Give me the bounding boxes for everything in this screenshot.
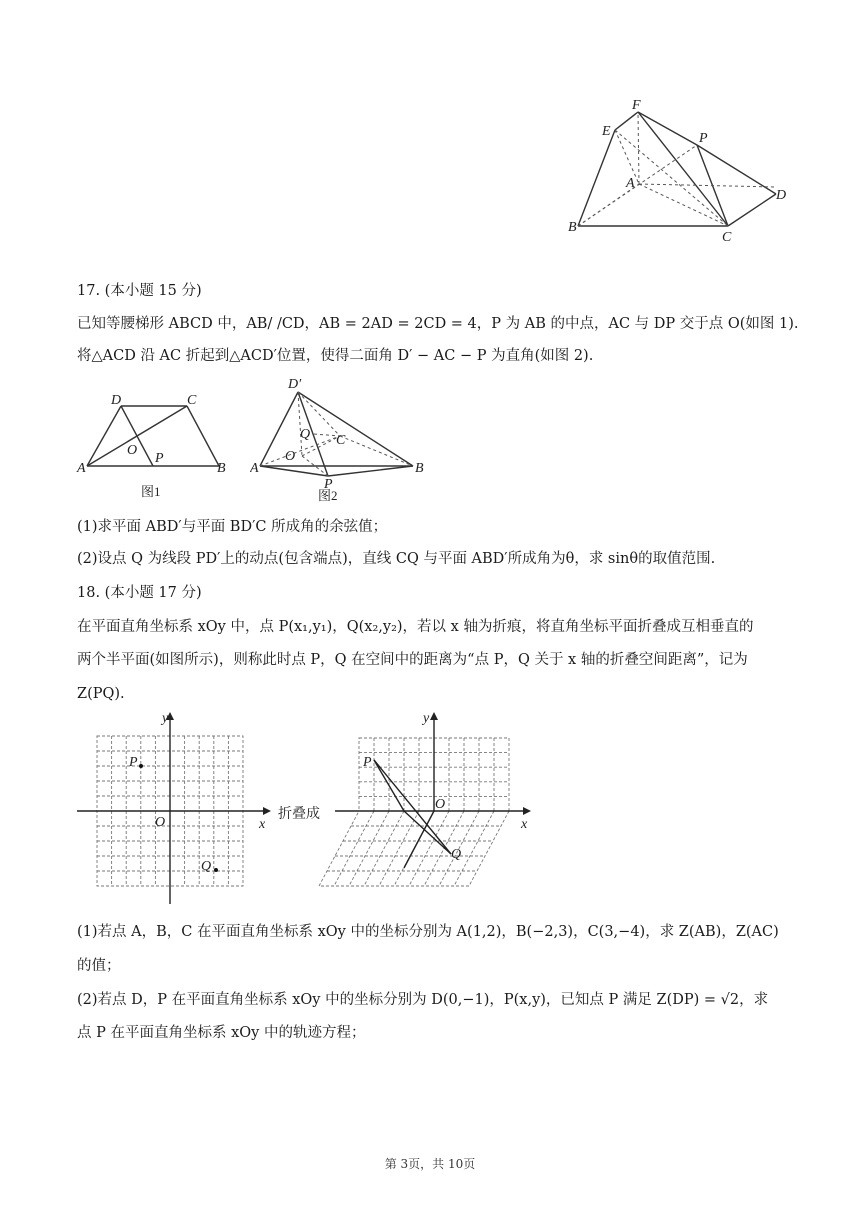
svg-text:D′: D′ (288, 377, 302, 392)
svg-text:y: y (423, 711, 430, 726)
svg-text:x: x (259, 817, 266, 832)
svg-text:A: A (77, 461, 86, 476)
svg-text:A: A (626, 176, 635, 191)
svg-text:C: C (722, 230, 732, 245)
svg-text:Q: Q (201, 859, 212, 874)
svg-text:D: D (776, 188, 787, 203)
svg-text:F: F (632, 98, 641, 113)
q17-part-1: (1)求平面 ABD′与平面 BD′C 所成角的余弦值； (77, 519, 388, 535)
svg-text:E: E (602, 124, 611, 139)
svg-text:P: P (363, 755, 372, 770)
svg-text:P: P (155, 451, 164, 466)
folding-coordinate-figure (75, 708, 555, 908)
svg-text:B: B (217, 461, 226, 476)
svg-text:B: B (415, 461, 424, 476)
svg-text:y: y (162, 711, 169, 726)
q18-heading: 18. (本小题 17 分) (77, 585, 202, 601)
svg-text:B: B (568, 220, 577, 235)
polyhedron-figure (560, 95, 800, 245)
svg-text:P: P (699, 131, 708, 146)
svg-text:C: C (336, 433, 346, 448)
svg-text:A: A (250, 461, 259, 476)
svg-text:O: O (285, 449, 296, 464)
q18-line-2: 两个半平面(如图所示)，则称此时点 P，Q 在空间中的距离为“点 P，Q 关于 x 轴的折叠空间距离”，记为 (77, 652, 748, 668)
q17-part-2: (2)设点 Q 为线段 PD′上的动点(包含端点)，直线 CQ 与平面 ABD′所成角为θ，求 sinθ的取值范围. (77, 551, 716, 567)
q18-part-2-line-1: (2)若点 D，P 在平面直角坐标系 xOy 中的坐标分别为 D(0,−1)，P(x,y)，已知点 P 满足 Z(DP) = √2，求 (77, 992, 769, 1008)
q18-line-3: Z(PQ). (77, 686, 125, 702)
trapezoid-figure-1 (75, 388, 235, 503)
q17-heading: 17. (本小题 15 分) (77, 283, 202, 299)
page-footer: 第 3页，共 10页 (384, 1157, 476, 1171)
folded-figure-2 (250, 374, 440, 504)
fig1-caption: 图1 (141, 484, 161, 499)
svg-text:D: D (111, 393, 122, 408)
svg-text:P: P (129, 755, 138, 770)
q17-line-1: 已知等腰梯形 ABCD 中，AB/ /CD，AB = 2AD = 2CD = 4，P 为 AB 的中点，AC 与 DP 交于点 O(如图 1). (77, 316, 799, 332)
svg-text:C: C (187, 393, 197, 408)
svg-text:Q: Q (300, 427, 311, 442)
q18-part-2-line-2: 点 P 在平面直角坐标系 xOy 中的轨迹方程； (77, 1025, 366, 1041)
fig2-caption: 图2 (318, 488, 338, 503)
svg-text:x: x (521, 817, 528, 832)
fold-label: 折叠成 (278, 807, 320, 822)
q18-part-1-line-2: 的值； (77, 958, 121, 974)
svg-text:Q: Q (451, 847, 462, 862)
svg-text:P: P (324, 477, 333, 492)
q18-line-1: 在平面直角坐标系 xOy 中，点 P(x₁,y₁)，Q(x₂,y₂)，若以 x 轴为折痕，将直角坐标平面折叠成互相垂直的 (77, 619, 754, 635)
svg-text:O: O (155, 815, 166, 830)
q17-line-2: 将△ACD 沿 AC 折起到△ACD′位置，使得二面角 D′ − AC − P 为直角(如图 2). (77, 348, 594, 364)
svg-text:O: O (127, 443, 138, 458)
svg-text:O: O (435, 797, 446, 812)
q18-part-1-line-1: (1)若点 A，B，C 在平面直角坐标系 xOy 中的坐标分别为 A(1,2)，B(−2,3)，C(3,−4)，求 Z(AB)，Z(AC) (77, 924, 779, 940)
